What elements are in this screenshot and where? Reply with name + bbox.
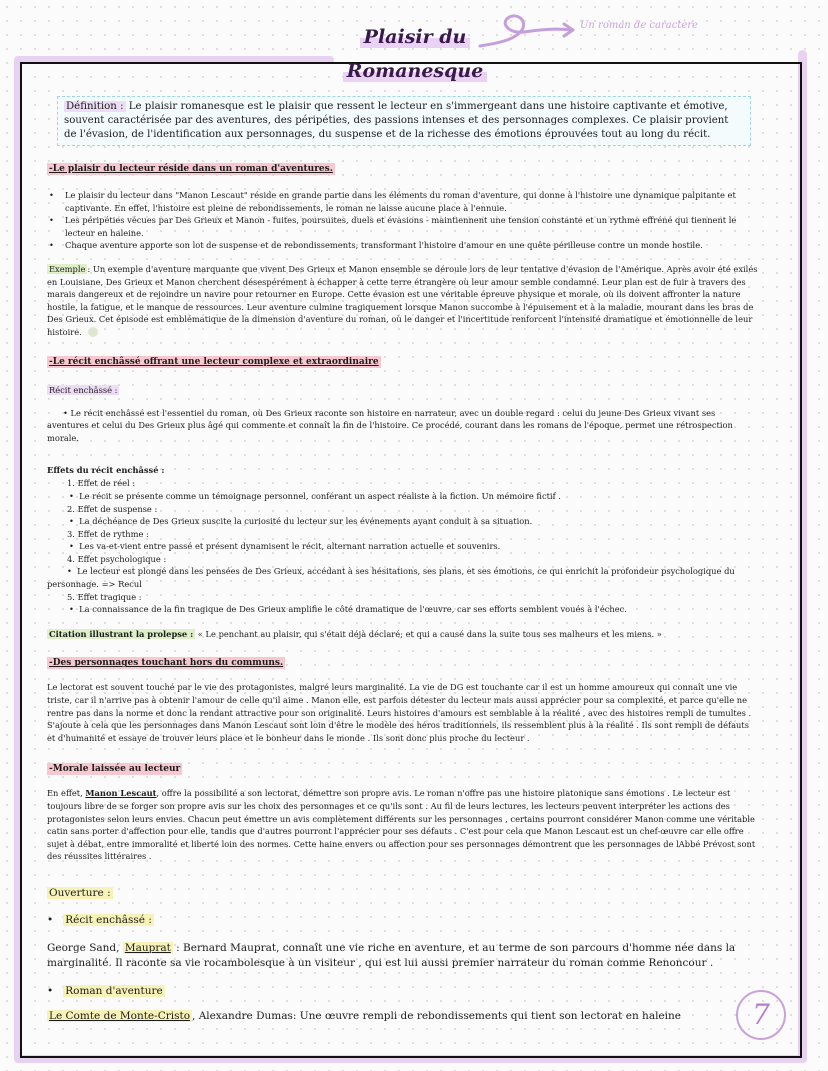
work-title: Le Comte de Monte-Cristo (49, 1010, 191, 1023)
opening-item1-label: Récit enchâssé : (65, 914, 152, 927)
effect-number: 1. (67, 478, 75, 489)
effect-2 (67, 503, 759, 516)
effect-desc-text: La connaissance de la fin tragique de Des Grieux amplifie le côté dramatique de l'œuvre, car ses efforts semblent voués à l'échec. (79, 604, 627, 615)
page-title-line1: Plaisir du (340, 26, 490, 48)
example-label: Exemple (49, 263, 86, 274)
opening-item2-label: Roman d'aventure (65, 984, 163, 997)
section3-paragraph: Le lectorat est souvent touché par le vie des protagonistes, malgré leurs marginalité. La vie de DG est touchante car il est un homme amoureux qui connaît une vie triste, car il n'arrive pas à obtenir l'amour de celle qu'il aime . Manon elle, est parfois détester du lecteur mais aussi apprécier pour sa complexité, et parce qu'elle ne rentre pas dans la norme et donc la rendant attractive pour son originalité. Leurs histoires d'amours est semblable à la réalité , avec des histoires rempli de tumultes . S'ajoute à cela que les personnages dans Manon Lescaut sont loin d'être le modèle des héros traditionnels, ils ressemblent plus à la réalité . Ils sont rempli de défauts et d'humanité et essaye de trouver leurs place et le bonheur dans le monde . Ils sont donc plus proche du lecteur . (47, 682, 752, 743)
example-paragraph (47, 263, 759, 339)
subtitle: Un roman de caractère (580, 20, 698, 31)
effect-desc: • La déchéance de Des Grieux suscite la curiosité du lecteur sur les événements ayant conduit à sa situation. (69, 516, 533, 527)
main-content (47, 96, 759, 1025)
effects-title: Effets du récit enchâssé : (47, 465, 165, 476)
page-number: 7 (736, 990, 786, 1040)
effect-number: 4. (67, 553, 75, 564)
decorative-dot (88, 327, 98, 337)
list-item: • Les péripéties vécues par Des Grieux et Manon - fuites, poursuites, duels et évasions - maintiennent une tension constante et un rythme effréné qui tiennent le lecteur en haleine. (63, 214, 759, 239)
author-name: George Sand, (47, 941, 123, 954)
effect-5 (67, 591, 759, 604)
section3-title: -Des personnages touchant hors du communs. (49, 658, 284, 669)
effects-list (47, 477, 759, 616)
citation-text: « Le penchant au plaisir, qui s'était déjà déclaré; et qui a causé dans la suite tous ses malheurs et les miens. » (195, 628, 662, 639)
citation-label: Citation illustrant la prolepse : (49, 628, 194, 639)
opening-item2-desc: , Alexandre Dumas: Une œuvre rempli de rebondissements qui tient son lectorat en haleine (192, 1010, 681, 1023)
effect-desc-text: La déchéance de Des Grieux suscite la curiosité du lecteur sur les événements ayant conduit à sa situation. (79, 516, 533, 527)
effect-3 (67, 528, 759, 541)
section4-text-after: , offre la possibilité a son lectorat, démettre son propre avis. Le roman n'offre pas une histoire platonique sans émotions . Le lecteur est toujours libre de se forger son propre avis sur les choix des personnages et ce qu'ils sont . Au fil de leurs lectures, les lecteurs peuvent interpréter les actions des protagonistes selon leurs envies. Chacun peut émettre un avis complètement différents sur les personnages , certains pourront considérer Manon comme une véritable catin sans porter d'affection pour elle, tandis que d'autres pourront l'apprécier pour ses défauts . C'est pour cela que Manon Lescaut est un chef-œuvre car elle offre sujet à débat, entre immoralité et liberté loin des normes. Cette haine envers ou affection pour ses personnages démontrent que les personnages de lAbbé Prévost sont des réussites littéraires . (47, 788, 756, 862)
definition-text: Le plaisir romanesque est le plaisir que ressent le lecteur en s'immergeant dans une histoire captivante et émotive, souvent caractérisée par des aventures, des péripéties, des passions intenses et des personnages complexes. Ce plaisir provient de l'évasion, de l'identification aux personnages, du suspense et de la richesse des émotions éprouvées tout au long du récit. (64, 101, 729, 140)
effect-1 (67, 477, 759, 490)
effect-name: Effet de rythme : (77, 528, 149, 539)
section2-title: -Le récit enchâssé offrant une lecteur complexe et extraordinaire (49, 356, 379, 367)
effect-desc: • Les va-et-vient entre passé et présent dynamisent le récit, alternant narration actuelle et souvenirs. (69, 541, 501, 552)
definition-box (57, 96, 751, 146)
section1-title: -Le plaisir du lecteur réside dans un roman d'aventures. (49, 164, 333, 174)
opening-item1-desc: : Bernard Mauprat, connaît une vie riche en aventure, et au terme de son parcours d'homme née dans la marginalité. Il raconte sa vie rocambolesque à un visiteur , qui est lui aussi premier narrateur du roman comme Renoncour . (47, 941, 736, 970)
opening-item2: • Roman d'aventure (47, 984, 163, 997)
section1-bullets (47, 189, 759, 252)
effect-number: 3. (67, 528, 75, 539)
effect-number: 5. (67, 591, 75, 602)
list-item: • Le plaisir du lecteur dans "Manon Lescaut" réside en grande partie dans les éléments du roman d'aventure, qui donne à l'histoire une dynamique palpitante et captivante. En effet, l'histoire est pleine de rebondissements, le roman ne laisse aucune place à l'ennuie. (63, 189, 759, 214)
effect-number: 2. (67, 503, 75, 514)
section4-title: -Morale laissée au lecteur (49, 764, 181, 775)
list-item: • Chaque aventure apporte son lot de suspense et de rebondissements, transformant l'histoire d'amour en une quête périlleuse contre un monde hostile. (63, 239, 759, 252)
effect-name: Effet de suspense : (77, 503, 158, 514)
opening-item1-text (47, 941, 759, 972)
effect-desc-text: Le récit se présente comme un témoignage personnel, conférant un aspect réaliste à la fiction. Un mémoire fictif . (79, 490, 561, 501)
recit-paragraph: • Le récit enchâssé est l'essentiel du roman, où Des Grieux raconte son histoire en narrateur, avec un double regard : celui du jeune Des Grieux vivant ses aventures et celui du Des Grieux plus âgé qui commente et connaît la fin de l'histoire. Ce procédé, courant dans les romans de l'époque, permet une rétrospection morale. (47, 407, 733, 443)
effect-name: Effet de réel : (77, 478, 136, 489)
effect-desc: • Le récit se présente comme un témoignage personnel, conférant un aspect réaliste à la fiction. Un mémoire fictif . (69, 490, 561, 501)
page-title-line2: Romanesque (340, 60, 490, 82)
effect-desc-text: Le lecteur est plongé dans les pensées de Des Grieux, accédant à ses hésitations, ses plans, et ses émotions, ce qui enrichit la profondeur psychologique du personnage. => Recul (47, 566, 735, 590)
opening-item2-text (47, 1009, 759, 1025)
swirl-arrow-icon (476, 8, 576, 52)
citation-paragraph (47, 628, 759, 641)
definition-label: Définition : (66, 101, 124, 112)
recit-label: Récit enchâssé : (49, 384, 118, 395)
opening-item1: • Récit enchâssé : (47, 914, 152, 927)
recit-text: Le récit enchâssé est l'essentiel du roman, où Des Grieux raconte son histoire en narrateur, avec un double regard : celui du jeune Des Grieux vivant ses aventures et celui du Des Grieux plus âgé qui commente et connaît la fin de l'histoire. Ce procédé, courant dans les romans de l'époque, permet une rétrospection morale. (47, 407, 733, 443)
section4-paragraph (47, 787, 759, 863)
effect-desc: • La connaissance de la fin tragique de Des Grieux amplifie le côté dramatique de l'œuvre, car ses efforts semblent voués à l'échec. (69, 604, 627, 615)
effect-4 (67, 553, 759, 566)
example-text: : Un exemple d'aventure marquante que vivent Des Grieux et Manon ensemble se déroule lors de leur tentative d'évasion de l'Amérique. Après avoir été exilés en Louisiane, Des Grieux et Manon cherchent désespérément à échapper à cette terre étrangère où leur amour semble condamné. Leur plan est de fuir à travers des marais dangereux et de rejoindre un navire pour retourner en Europe. Cette évasion est une véritable épreuve physique et morale, où ils doivent affronter la nature hostile, la fatigue, et le manque de ressources. Leur aventure culmine tragiquement lorsque Manon succombe à l'épuisement et à la maladie, mourant dans les bras de Des Grieux. Cet épisode est emblématique de la dimension d'aventure du roman, où le danger et l'incertitude renforcent l'intensité dramatique et émotionnelle de leur histoire. (47, 263, 758, 337)
work-title: Mauprat (124, 941, 171, 954)
opening-title: Ouverture : (49, 886, 111, 899)
effect-name: Effet tragique : (77, 591, 142, 602)
section4-text-before: En effet, (47, 788, 86, 799)
effect-desc-text: Les va-et-vient entre passé et présent dynamisent le récit, alternant narration actuelle et souvenirs. (79, 541, 501, 552)
effect-desc: • Le lecteur est plongé dans les pensées de Des Grieux, accédant à ses hésitations, ses plans, et ses émotions, ce qui enrichit la profondeur psychologique du personnage. => Recul (47, 566, 735, 590)
manon-lescaut-title: Manon Lescaut (85, 788, 157, 799)
effect-name: Effet psychologique : (77, 553, 167, 564)
